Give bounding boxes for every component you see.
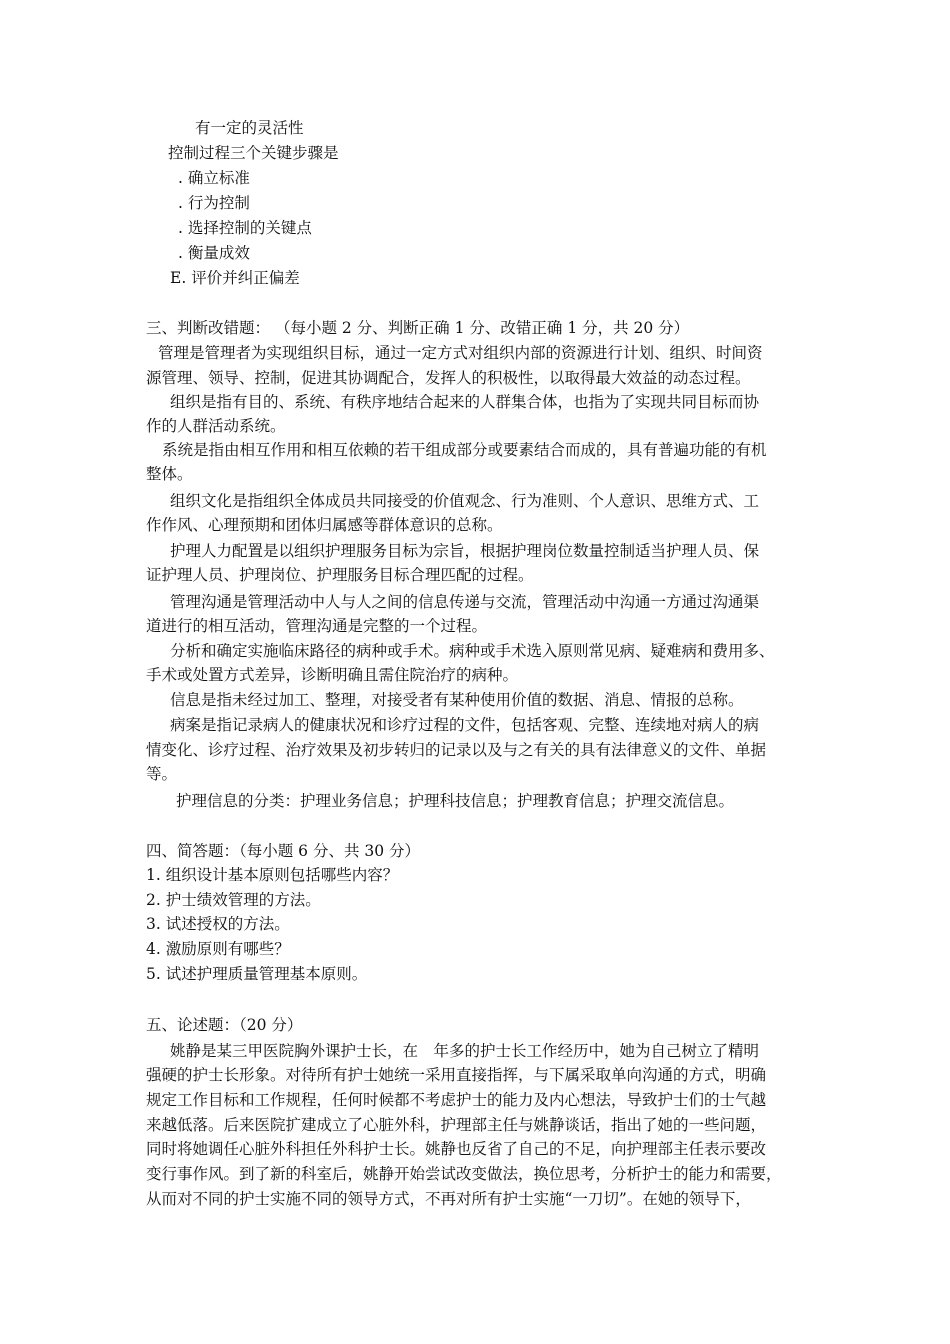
option-text: 确立标准	[187, 169, 250, 187]
essay-line: 强硬的护士长形象。对待所有护士她统一采用直接指挥，与下属采取单向沟通的方式，明确	[146, 1066, 767, 1084]
option-marker: .	[178, 244, 183, 262]
section-3-scoring: （每小题 2 分、判断正确 1 分、改错正确 1 分，共 20 分）	[274, 319, 690, 337]
option-c	[178, 216, 312, 240]
section-3-line: 护理人力配置是以组织护理服务目标为宗旨，根据护理岗位数量控制适当护理人员、保	[170, 542, 760, 560]
section-3-line: 等。	[146, 765, 178, 783]
section-3-line: 组织是指有目的、系统、有秩序地结合起来的人群集合体，也指为了实现共同目标而协	[170, 393, 760, 411]
option-d	[178, 241, 250, 265]
essay-line: 规定工作目标和工作规程，任何时候都不考虑护士的能力及内心想法，导致护士们的士气越	[146, 1091, 767, 1109]
section-3-line: 源管理、领导、控制，促进其协调配合，发挥人的积极性，以取得最大效益的动态过程。	[146, 369, 751, 387]
question-item: 3. 试述授权的方法。	[146, 915, 290, 933]
option-marker: .	[178, 194, 183, 212]
section-3-line: 分析和确定实施临床路径的病种或手术。病种或手术选入原则常见病、疑难病和费用多、	[170, 642, 775, 660]
option-a	[178, 166, 250, 190]
section-3-heading: 三、判断改错题： （每小题 2 分、判断正确 1 分、改错正确 1 分，共 20 分）	[146, 319, 690, 337]
section-3-line: 道进行的相互活动，管理沟通是完整的一个过程。	[146, 617, 488, 635]
option-e	[170, 266, 300, 290]
question-item: 4. 激励原则有哪些？	[146, 940, 290, 958]
question-item: 2. 护士绩效管理的方法。	[146, 891, 321, 909]
section-3-line: 证护理人员、护理岗位、护理服务目标合理匹配的过程。	[146, 566, 534, 584]
section-3-line: 管理是管理者为实现组织目标，通过一定方式对组织内部的资源进行计划、组织、时间资	[158, 344, 763, 362]
question-stem: 控制过程三个关键步骤是	[168, 144, 339, 162]
section-4-heading: 四、简答题：（每小题 6 分、共 30 分）	[146, 842, 421, 860]
section-3-line: 整体。	[146, 465, 193, 483]
question-item: 5. 试述护理质量管理基本原则。	[146, 965, 368, 983]
section-3-line: 管理沟通是管理活动中人与人之间的信息传递与交流，管理活动中沟通一方通过沟通渠	[170, 593, 760, 611]
section-3-line: 组织文化是指组织全体成员共同接受的价值观念、行为准则、个人意识、思维方式、工	[170, 492, 760, 510]
section-3-line: 作作风、心理预期和团体归属感等群体意识的总称。	[146, 516, 503, 534]
section-3-line: 护理信息的分类：护理业务信息；护理科技信息；护理教育信息；护理交流信息。	[176, 792, 735, 810]
section-5-heading: 五、论述题：（20 分）	[146, 1016, 303, 1034]
section-3-line: 手术或处置方式差异，诊断明确且需住院治疗的病种。	[146, 666, 519, 684]
option-marker: .	[178, 169, 183, 187]
essay-line: 同时将她调任心脏外科担任外科护士长。姚静也反省了自己的不足，向护理部主任表示要改	[146, 1140, 767, 1158]
option-marker: E.	[170, 269, 187, 287]
option-continuation: 有一定的灵活性	[195, 119, 304, 137]
option-text: 行为控制	[187, 194, 250, 212]
essay-line: 来越低落。后来医院扩建成立了心脏外科，护理部主任与姚静谈话，指出了她的一些问题，	[146, 1116, 767, 1134]
essay-line: 姚静是某三甲医院胸外课护士长，在 年多的护士长工作经历中，她为自己树立了精明	[170, 1042, 760, 1060]
option-marker: .	[178, 219, 183, 237]
option-b	[178, 191, 250, 215]
section-3-line: 作的人群活动系统。	[146, 417, 286, 435]
section-3-line: 系统是指由相互作用和相互依赖的若干组成部分或要素结合而成的，具有普遍功能的有机	[162, 441, 767, 459]
option-text: 选择控制的关键点	[187, 219, 312, 237]
section-3-line: 信息是指未经过加工、整理，对接受者有某种使用价值的数据、消息、情报的总称。	[170, 691, 744, 709]
essay-line: 从而对不同的护士实施不同的领导方式，不再对所有护士实施“一刀切”。在她的领导下，	[146, 1190, 751, 1208]
essay-line: 变行事作风。到了新的科室后，姚静开始尝试改变做法，换位思考，分析护士的能力和需要，	[146, 1165, 782, 1183]
option-text: 衡量成效	[187, 244, 250, 262]
option-text: 评价并纠正偏差	[191, 269, 300, 287]
question-item: 1. 组织设计基本原则包括哪些内容？	[146, 866, 399, 884]
section-3-line: 病案是指记录病人的健康状况和诊疗过程的文件，包括客观、完整、连续地对病人的病	[170, 716, 760, 734]
section-3-line: 情变化、诊疗过程、治疗效果及初步转归的记录以及与之有关的具有法律意义的文件、单据	[146, 741, 767, 759]
